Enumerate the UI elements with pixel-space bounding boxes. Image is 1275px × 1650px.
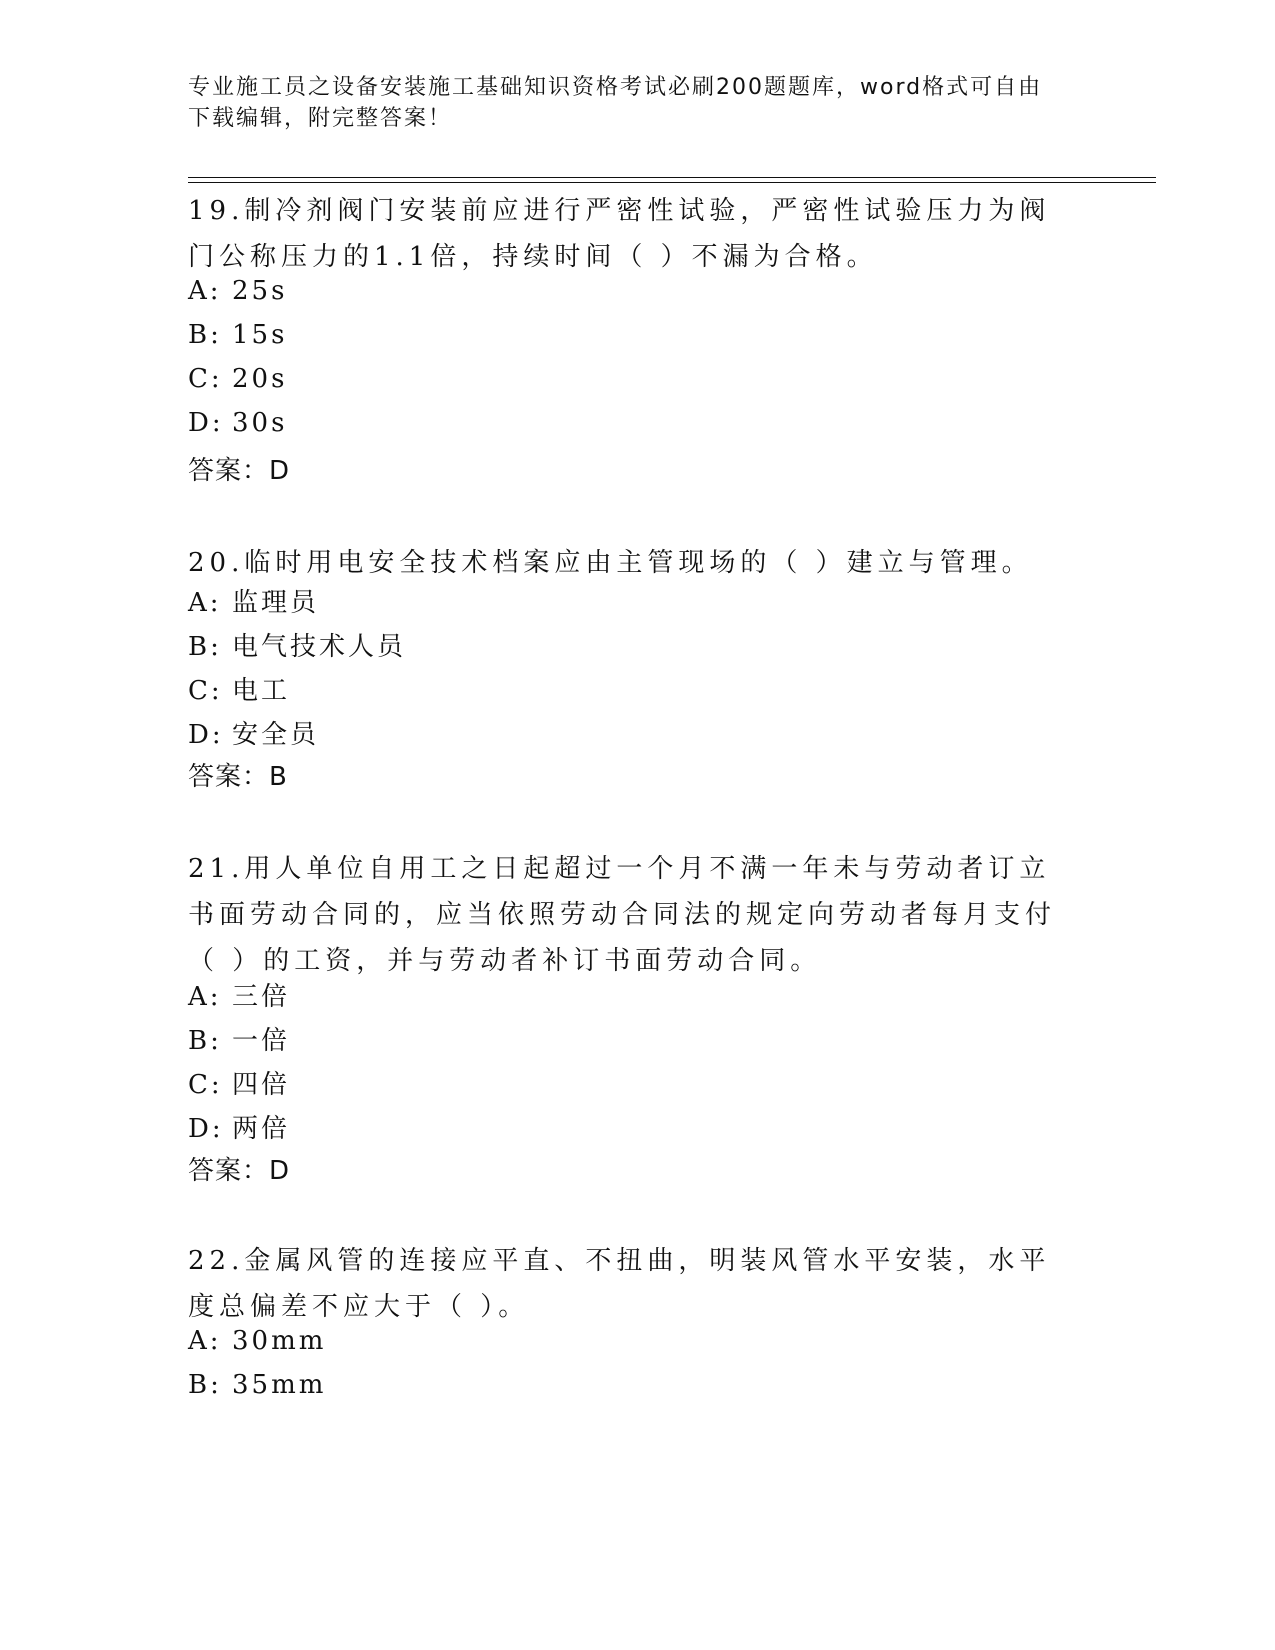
question-20-text: 20.临时用电安全技术档案应由主管现场的（ ）建立与管理。 bbox=[188, 548, 1033, 578]
header-line-2: 下载编辑，附完整答案！ bbox=[188, 106, 453, 131]
question-20-option-b bbox=[188, 626, 406, 663]
option-label: C: bbox=[188, 676, 223, 706]
question-19-option-d bbox=[188, 408, 287, 438]
document-header bbox=[188, 72, 1068, 134]
option-label: A: bbox=[188, 982, 222, 1012]
option-text: 电工 bbox=[232, 676, 291, 706]
option-label: B: bbox=[188, 320, 222, 350]
option-text: 安全员 bbox=[232, 720, 320, 750]
option-text: 15s bbox=[232, 320, 288, 350]
option-text: 两倍 bbox=[232, 1114, 291, 1144]
question-21-option-d bbox=[188, 1108, 290, 1145]
question-22-option-a bbox=[188, 1326, 326, 1356]
option-label: A: bbox=[188, 588, 222, 618]
question-20-option-a bbox=[188, 582, 319, 619]
option-text: 监理员 bbox=[232, 588, 320, 618]
option-text: 三倍 bbox=[232, 982, 291, 1012]
option-label: D: bbox=[188, 408, 224, 438]
question-19-option-c bbox=[188, 364, 287, 394]
question-21-answer: 答案：D bbox=[188, 1156, 291, 1186]
option-label: A: bbox=[188, 1326, 222, 1356]
question-19-text: 19.制冷剂阀门安装前应进行严密性试验，严密性试验压力为阀门公称压力的1.1倍，持续时间（ ）不漏为合格。 bbox=[188, 196, 1051, 272]
header-rule-top bbox=[188, 177, 1156, 178]
question-21-option-b bbox=[188, 1020, 290, 1057]
question-21-text: 21.用人单位自用工之日起超过一个月不满一年未与劳动者订立书面劳动合同的，应当依照劳动合同法的规定向劳动者每月支付（ ）的工资，并与劳动者补订书面劳动合同。 bbox=[188, 854, 1057, 976]
option-text: 四倍 bbox=[232, 1070, 291, 1100]
question-19-answer: 答案：D bbox=[188, 456, 291, 486]
option-label: B: bbox=[188, 1370, 222, 1400]
option-text: 25s bbox=[232, 276, 288, 306]
option-label: D: bbox=[188, 720, 224, 750]
option-label: C: bbox=[188, 364, 223, 394]
option-text: 一倍 bbox=[232, 1026, 291, 1056]
option-label: B: bbox=[188, 632, 222, 662]
option-text: 30mm bbox=[232, 1326, 327, 1356]
question-22-text: 22.金属风管的连接应平直、不扭曲，明装风管水平安装，水平度总偏差不应大于（ ）。 bbox=[188, 1246, 1051, 1322]
option-label: B: bbox=[188, 1026, 222, 1056]
option-label: C: bbox=[188, 1070, 223, 1100]
question-21-option-a bbox=[188, 976, 290, 1013]
header-line-1: 专业施工员之设备安装施工基础知识资格考试必刷200题题库，word格式可自由 bbox=[188, 75, 1043, 100]
question-20-option-c bbox=[188, 670, 290, 707]
option-text: 30s bbox=[232, 408, 288, 438]
option-text: 电气技术人员 bbox=[232, 632, 407, 662]
option-text: 35mm bbox=[232, 1370, 327, 1400]
question-20-answer: 答案：B bbox=[188, 762, 288, 792]
header-rule-bottom bbox=[188, 182, 1156, 183]
option-label: D: bbox=[188, 1114, 224, 1144]
question-19-option-a bbox=[188, 276, 287, 306]
question-20-option-d bbox=[188, 714, 319, 751]
question-22-option-b bbox=[188, 1370, 326, 1400]
option-text: 20s bbox=[232, 364, 288, 394]
option-label: A: bbox=[188, 276, 222, 306]
question-19-option-b bbox=[188, 320, 287, 350]
question-21-option-c bbox=[188, 1064, 290, 1101]
